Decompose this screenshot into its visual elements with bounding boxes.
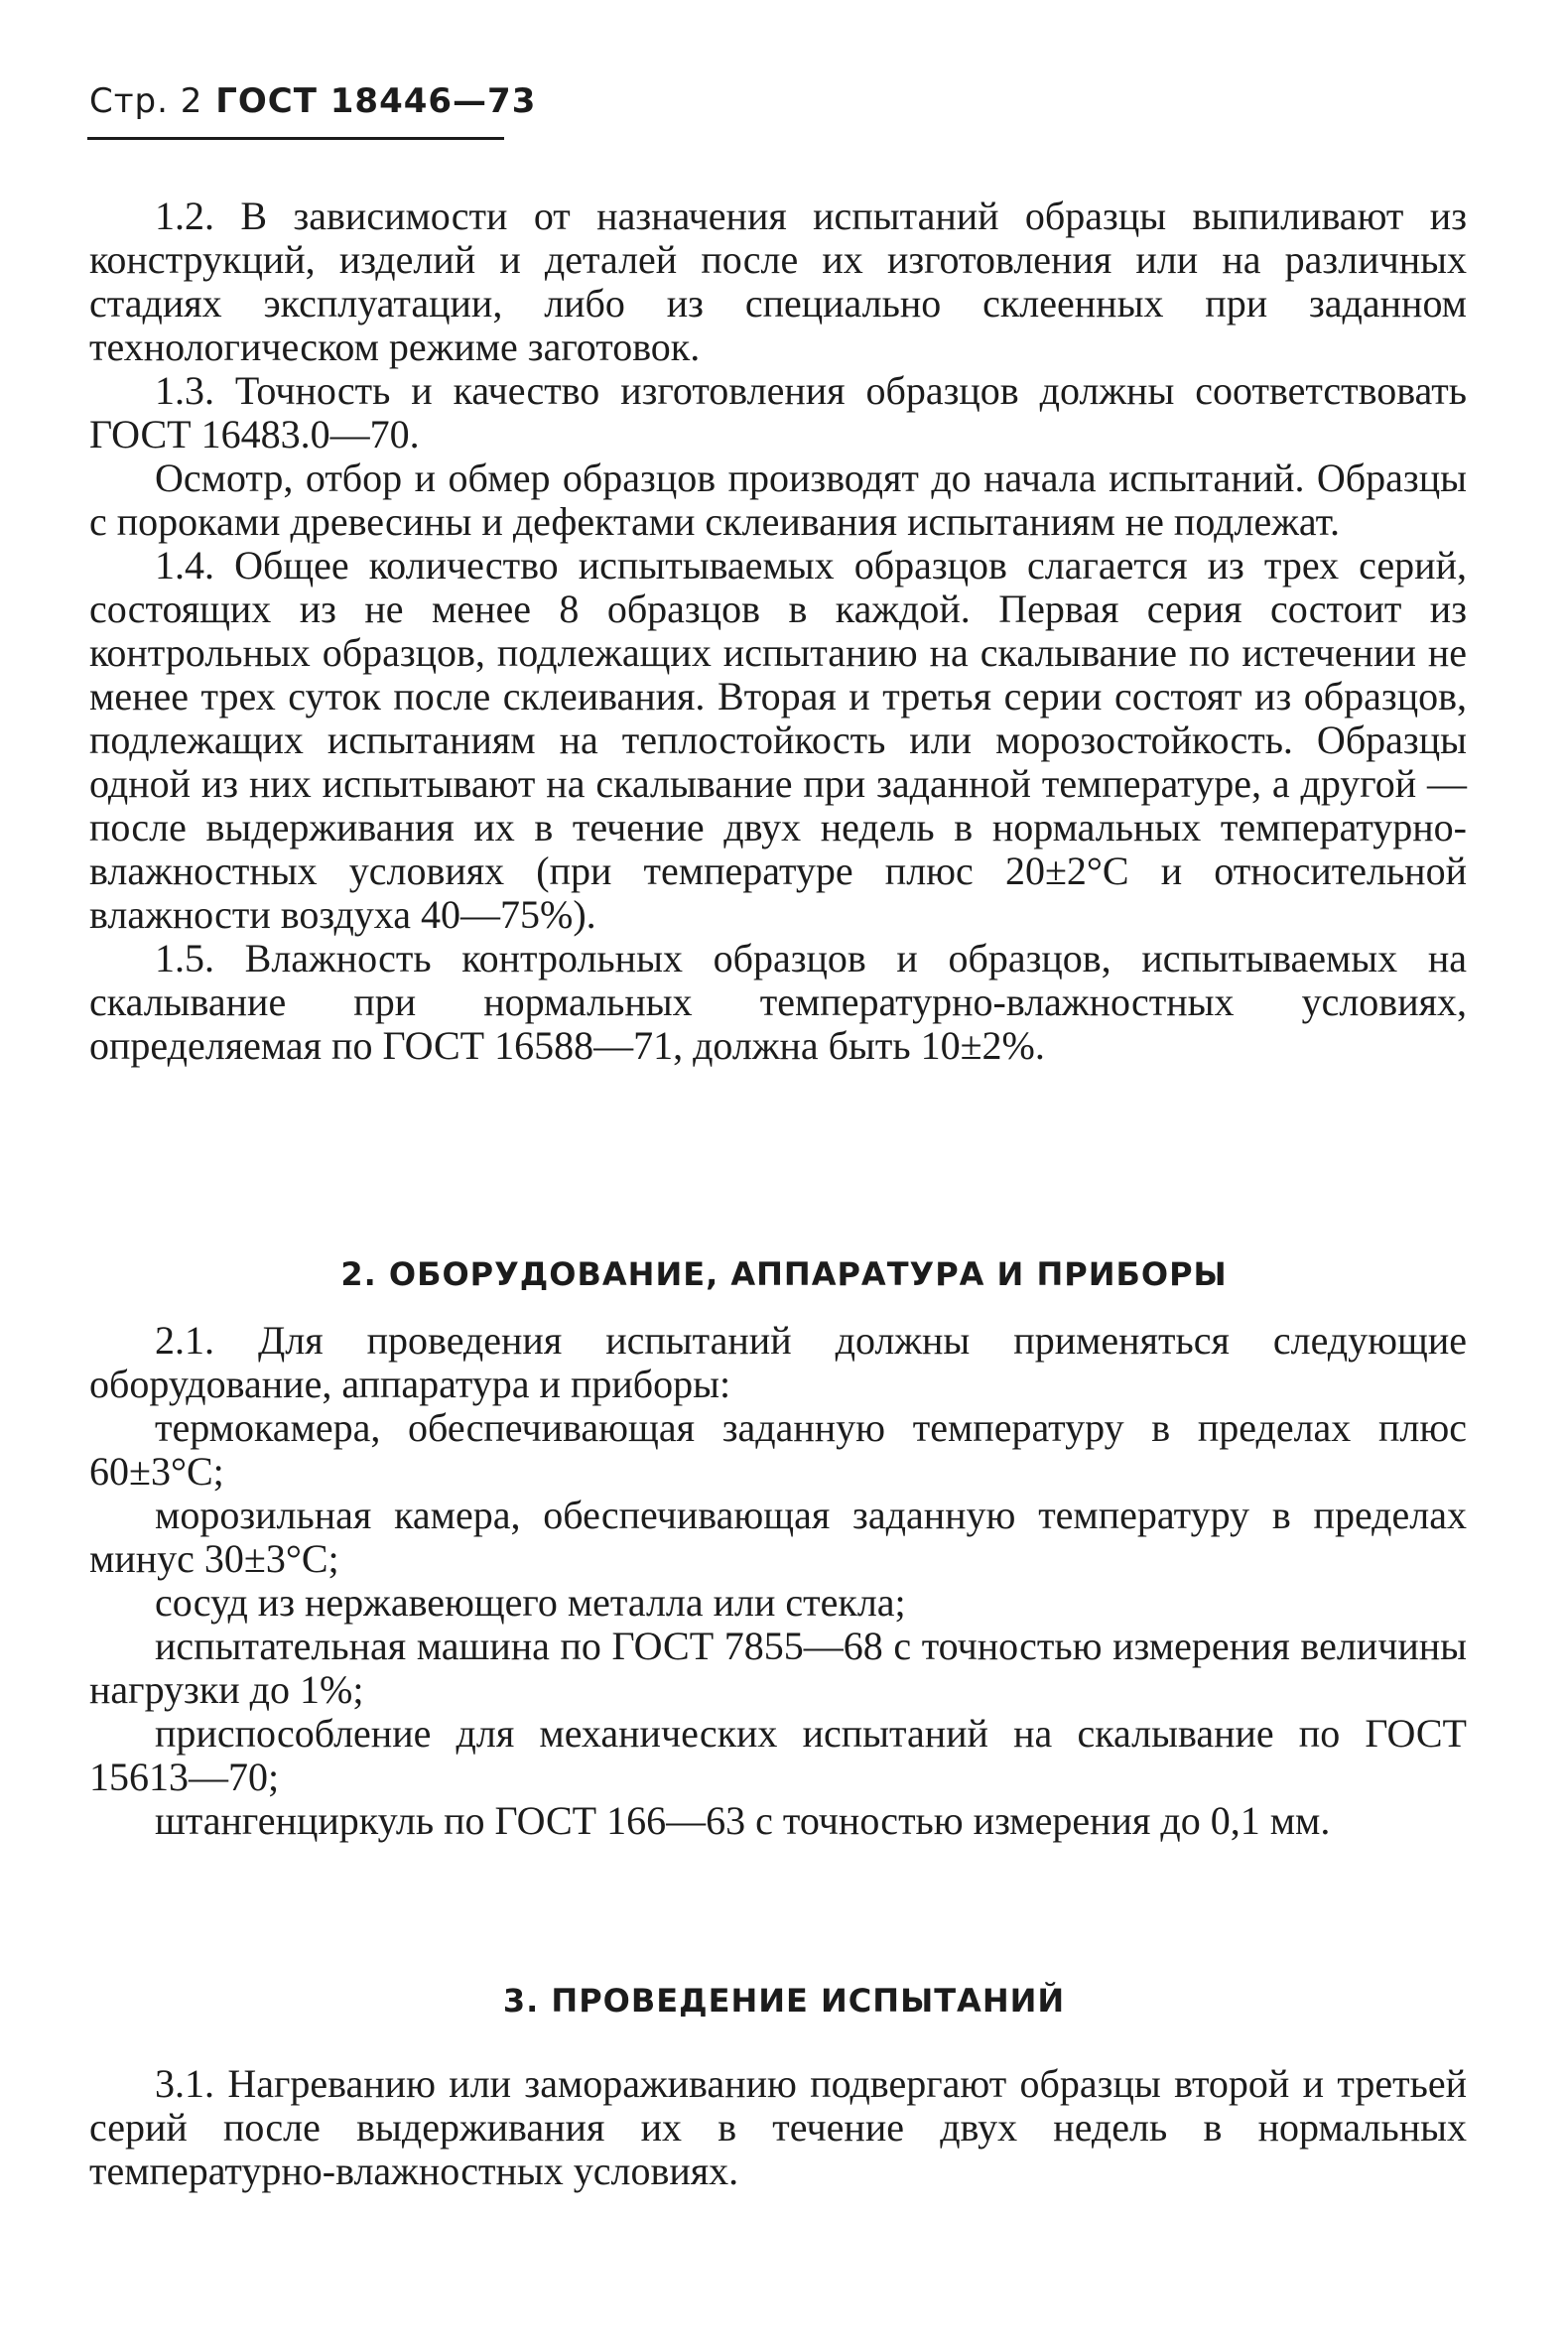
paragraph-1-4: 1.4. Общее количество испытываемых образцов слагается из трех серий, состоящих из не менее 8 образцов в каждой. Первая серия состоит из контрольных образцов, подлежащих испытанию на скалывание по истечении не менее трех суток после склеивания. Вторая и третья серии состоят из образцов, подлежащих испытаниям на теплостойкость или морозостойкость. Образцы одной из них испытывают на скалывание при заданной температуре, а другой — после выдерживания их в течение двух недель в нормальных температурно-влажностных условиях (при температуре плюс 20±2°С и относительной влажности воздуха 40—75%). [89,543,1467,937]
section-1-continued [89,195,1467,1068]
page-header [89,81,536,121]
page-number: Стр. 2 [89,81,203,121]
paragraph-3-1: 3.1. Нагреванию или замораживанию подвергают образцы второй и третьей серий после выдерживания их в течение двух недель в нормальных температурно-влажностных условиях. [89,2061,1467,2193]
section-3-body [89,2062,1467,2193]
section-3-heading: 3. ПРОВЕДЕНИЕ ИСПЫТАНИЙ [502,1982,1066,2020]
equipment-item: штангенциркуль по ГОСТ 166—63 с точностью измерения до 0,1 мм. [155,1798,1331,1843]
standard-number: ГОСТ 18446—73 [215,81,537,121]
equipment-item: сосуд из нержавеющего металла или стекла; [155,1580,906,1625]
paragraph-1-2: 1.2. В зависимости от назначения испытаний образцы выпиливают из конструкций, изделий и деталей после их изготовления или на различных стадиях эксплуатации, либо из специально склеенных при заданном технологическом режиме заготовок. [89,194,1467,369]
equipment-item: испытательная машина по ГОСТ 7855—68 с точностью измерения величины нагрузки до 1%; [89,1624,1467,1712]
equipment-item: приспособление для механических испытаний на скалывание по ГОСТ 15613—70; [89,1711,1467,1799]
header-rule [87,137,504,140]
equipment-item: морозильная камера, обеспечивающая заданную температуру в пределах минус 30±3°С; [89,1493,1467,1581]
paragraph-1-3: 1.3. Точность и качество изготовления образцов должны соответствовать ГОСТ 16483.0—70. [89,368,1467,457]
paragraph-2-1: 2.1. Для проведения испытаний должны применяться следующие оборудование, аппаратура и приборы: [89,1318,1467,1406]
section-2-body [89,1319,1467,1843]
equipment-item: термокамера, обеспечивающая заданную температуру в пределах плюс 60±3°С; [89,1405,1467,1494]
paragraph-inspection: Осмотр, отбор и обмер образцов производят до начала испытаний. Образцы с пороками древесины и дефектами склеивания испытаниям не подлежат. [89,456,1467,544]
section-2-heading: 2. ОБОРУДОВАНИЕ, АППАРАТУРА И ПРИБОРЫ [340,1255,1228,1293]
paragraph-1-5: 1.5. Влажность контрольных образцов и образцов, испытываемых на скалывание при нормальных температурно-влажностных условиях, определяемая по ГОСТ 16588—71, должна быть 10±2%. [89,936,1467,1068]
